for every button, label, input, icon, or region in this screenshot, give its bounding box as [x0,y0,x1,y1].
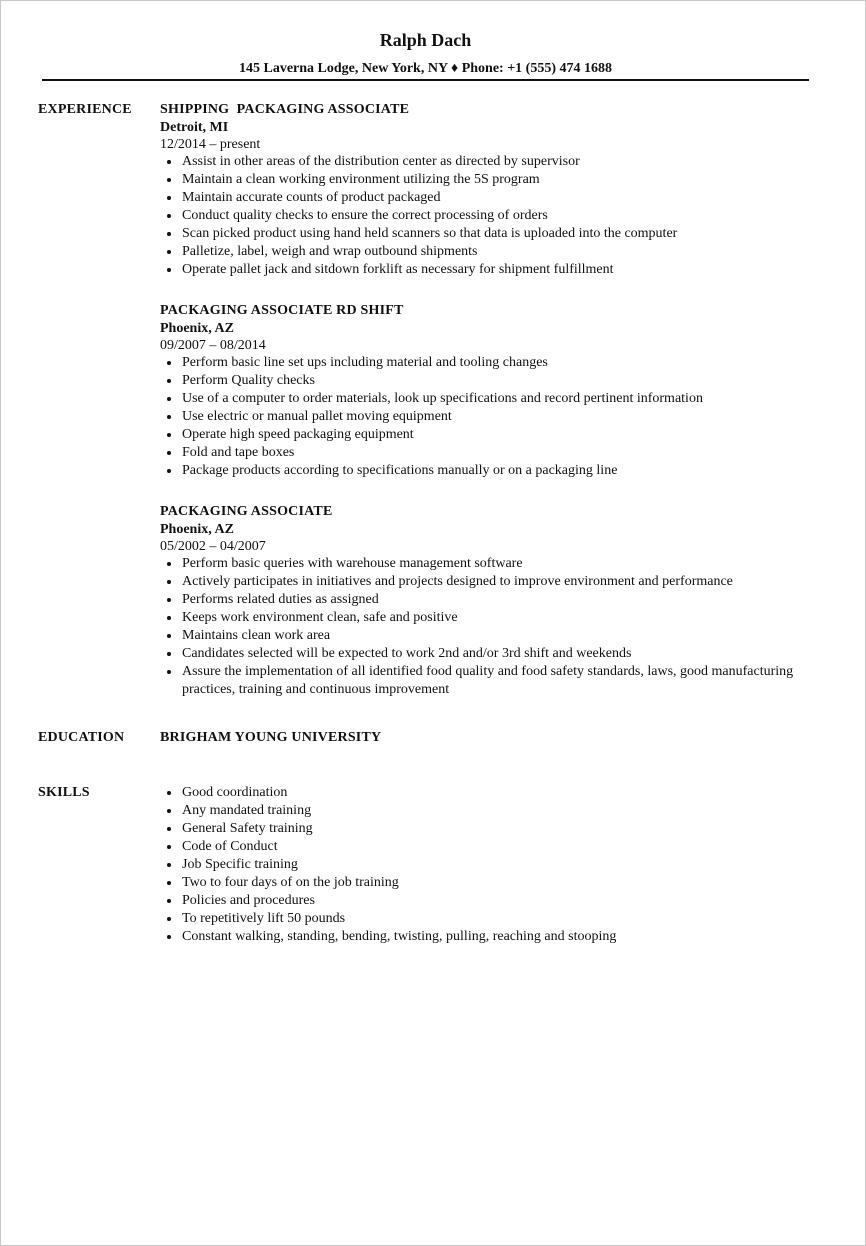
list-item: Assure the implementation of all identified food quality and food safety standards, laws, good manufacturing practices, training and continuous improvement [160,663,810,699]
list-item: Use electric or manual pallet moving equipment [160,408,810,426]
list-item: Maintain a clean working environment utilizing the 5S program [160,171,810,189]
list-item: Perform basic line set ups including material and tooling changes [160,354,810,372]
job-location: Detroit, MI [160,120,229,135]
list-item: Performs related duties as assigned [160,591,810,609]
job-location: Phoenix, AZ [160,522,234,537]
list-item: Use of a computer to order materials, look up specifications and record pertinent information [160,390,810,408]
list-item: Actively participates in initiatives and projects designed to improve environment and performance [160,573,810,591]
job-entry [160,302,810,480]
list-item: Good coordination [160,784,810,802]
header-divider [42,79,809,81]
skills-body [160,784,810,946]
job-duties-list [160,354,810,480]
list-item: Operate pallet jack and sitdown forklift as necessary for shipment fulfillment [160,261,810,279]
list-item: Any mandated training [160,802,810,820]
list-item: General Safety training [160,820,810,838]
list-item: Perform basic queries with warehouse management software [160,555,810,573]
list-item: Assist in other areas of the distribution center as directed by supervisor [160,153,810,171]
skills-label: SKILLS [38,785,90,800]
list-item: Perform Quality checks [160,372,810,390]
list-item: Policies and procedures [160,892,810,910]
job-duties-list [160,555,810,699]
list-item: Scan picked product using hand held scanners so that data is uploaded into the computer [160,225,810,243]
list-item: Candidates selected will be expected to work 2nd and/or 3rd shift and weekends [160,645,810,663]
list-item: Fold and tape boxes [160,444,810,462]
education-label: EDUCATION [38,730,125,745]
job-title: SHIPPING PACKAGING ASSOCIATE [160,102,410,117]
skills-list [160,784,810,946]
list-item: Maintain accurate counts of product packaged [160,189,810,207]
list-item: Palletize, label, weigh and wrap outbound shipments [160,243,810,261]
education-body [160,729,810,747]
resume-header [42,28,809,78]
list-item: Two to four days of on the job training [160,874,810,892]
candidate-name: Ralph Dach [379,30,472,50]
job-dates: 05/2002 – 04/2007 [160,539,266,554]
list-item: Constant walking, standing, bending, twisting, pulling, reaching and stooping [160,928,810,946]
list-item: Operate high speed packaging equipment [160,426,810,444]
list-item: Code of Conduct [160,838,810,856]
list-item: Job Specific training [160,856,810,874]
school-name: BRIGHAM YOUNG UNIVERSITY [160,730,382,745]
experience-body [160,101,810,722]
list-item: Maintains clean work area [160,627,810,645]
job-dates: 12/2014 – present [160,137,261,152]
job-duties-list [160,153,810,279]
contact-line: 145 Laverna Lodge, New York, NY ♦ Phone: +1 (555) 474 1688 [238,61,612,76]
job-dates: 09/2007 – 08/2014 [160,338,266,353]
experience-label: EXPERIENCE [38,102,132,117]
list-item: Keeps work environment clean, safe and positive [160,609,810,627]
job-title: PACKAGING ASSOCIATE [160,504,333,519]
list-item: To repetitively lift 50 pounds [160,910,810,928]
list-item: Package products according to specifications manually or on a packaging line [160,462,810,480]
job-title: PACKAGING ASSOCIATE RD SHIFT [160,303,404,318]
job-location: Phoenix, AZ [160,321,234,336]
list-item: Conduct quality checks to ensure the correct processing of orders [160,207,810,225]
job-entry [160,101,810,279]
job-entry [160,503,810,699]
